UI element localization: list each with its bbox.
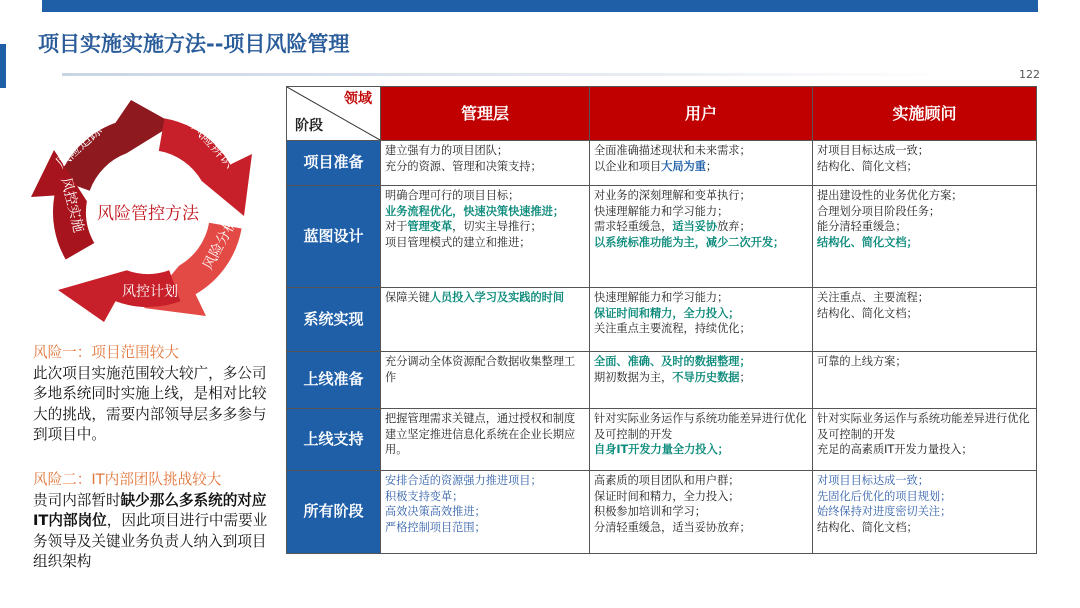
column-header-user: 用户 (590, 87, 813, 141)
table-row (287, 186, 1037, 288)
cell-line: 快速理解能力和学习能力； (594, 204, 729, 218)
cell-line: 积极支持变革； (385, 489, 464, 503)
table-row (287, 288, 1037, 352)
risk-two-text (33, 491, 278, 573)
cell-line: 充足的高素质IT开发力量投入； (817, 443, 973, 456)
cycle-label-control-plan: 风控计划 (122, 284, 178, 300)
stage-label: 上线支持 (287, 409, 381, 471)
stage-label: 所有阶段 (287, 471, 381, 554)
cell-line: 对项目目标达成一致； (817, 144, 929, 157)
stage-label: 上线准备 (287, 352, 381, 409)
cycle-label-risk-identify: 风险辨识 (188, 119, 238, 172)
cell-line: 充分的资源、管理和决策支持； (385, 159, 542, 173)
cell-highlight: 以系统标准功能为主，减少二次开发； (594, 235, 785, 249)
cell-highlight: 自身IT开发力量全力投入； (594, 443, 729, 456)
cell-line: 把握管理需求关键点，通过授权和制度建立坚定推进信息化系统在企业长期应用。 (385, 412, 576, 456)
cell-line (594, 219, 808, 235)
cell-text: ； (705, 159, 718, 173)
cell-consultant (813, 409, 1037, 471)
title-divider (62, 73, 958, 76)
risk-one (33, 343, 278, 446)
cell-line: 全面准确描述现状和未来需求； (594, 144, 751, 157)
cell-line (594, 159, 808, 175)
cell-line (385, 290, 585, 306)
cell-consultant (813, 471, 1037, 554)
cell-line: 始终保持对进度密切关注； (817, 505, 952, 518)
cell-line: 快速理解能力和学习能力； (594, 291, 729, 304)
risk-management-table (286, 86, 1037, 554)
cell-management (381, 471, 590, 554)
cycle-center-label: 风险管控方法 (97, 204, 199, 224)
cell-highlight: 管理变革 (407, 220, 453, 233)
cell-line: 先固化后优化的项目规划； (817, 489, 952, 503)
cell-line: 安排合适的资源强力推进项目； (385, 474, 542, 487)
cell-line: 结构化、简化文档； (817, 159, 918, 173)
cell-highlight: 人员投入学习及实践的时间 (429, 291, 565, 304)
risk-two-text-pre: 贵司内部暂时 (33, 491, 121, 509)
risk-two-text-post: ，因此项目进行中需要业务领导及关键业务负责人纳入到项目组织架构 (33, 512, 268, 570)
risk-two (33, 470, 278, 573)
cell-line: 项目管理模式的建立和推进； (385, 235, 531, 249)
cell-line: 充分调动全体资源配合数据收集整理工作 (385, 355, 576, 384)
risk-cycle-diagram (28, 86, 268, 334)
cell-line: 针对实际业务运作与系统功能差异进行优化及可控制的开发 (594, 412, 807, 441)
cell-line: 明确合理可行的项目目标； (385, 189, 520, 202)
table-row (287, 352, 1037, 409)
cell-text: 放弃； (717, 220, 751, 233)
cell-line: 结构化、简化文档； (817, 306, 918, 320)
column-header-management: 管理层 (381, 87, 590, 141)
cell-user (590, 471, 813, 554)
table-row (287, 471, 1037, 554)
table-header-row (287, 87, 1037, 141)
cell-user (590, 409, 813, 471)
cell-highlight: 全面、准确、及时的数据整理； (594, 355, 751, 368)
cell-management (381, 186, 590, 288)
cell-consultant (813, 288, 1037, 352)
cell-consultant (813, 141, 1037, 186)
cell-line: 保证时间和精力，全力投入； (594, 489, 740, 503)
cell-highlight: 大局为重 (661, 159, 706, 173)
cell-line: 合理划分项目阶段任务； (817, 204, 941, 218)
cell-line: 可靠的上线方案； (817, 355, 907, 368)
stage-label: 项目准备 (287, 141, 381, 186)
risk-two-text-bold: 缺少那么多系统的对应IT内部岗位 (33, 491, 267, 529)
corner-label-stage: 阶段 (295, 117, 323, 134)
cell-text: 以企业和项目 (594, 159, 662, 173)
cell-line: 关注重点主要流程，持续优化； (594, 322, 751, 335)
cell-line: 高效决策高效推进； (385, 505, 486, 518)
cell-line: 积极参加培训和学习； (594, 505, 706, 518)
column-header-consultant: 实施顾问 (813, 87, 1037, 141)
stage-label: 蓝图设计 (287, 186, 381, 288)
cycle-label-control-implement: 风控实施 (57, 175, 87, 235)
cell-management (381, 409, 590, 471)
cell-line (385, 219, 585, 235)
cell-line: 高素质的项目团队和用户群； (594, 474, 740, 487)
cell-user (590, 186, 813, 288)
risk-one-title: 风险一：项目范围较大 (33, 344, 179, 361)
table-row (287, 409, 1037, 471)
cell-line: 分清轻重缓急，适当妥协放弃； (594, 520, 751, 534)
risk-one-text: 此次项目实施范围较大较广，多公司多地系统同时实施上线，是相对比较大的挑战，需要内部领导层多多参与到项目中。 (33, 364, 267, 443)
cell-management (381, 352, 590, 409)
cell-line: 结构化、简化文档； (817, 520, 918, 534)
page-number: 122 (1019, 68, 1040, 81)
left-accent-bar (0, 44, 6, 88)
cell-line: 能分清轻重缓急； (817, 220, 907, 233)
cell-line: 提出建设性的业务优化方案； (817, 189, 963, 202)
cell-text: ； (739, 370, 751, 384)
cell-line: 针对实际业务运作与系统功能差异进行优化及可控制的开发 (817, 412, 1030, 441)
cycle-label-risk-analysis: 风险分析 (200, 215, 241, 273)
table-corner-cell (287, 87, 381, 141)
cell-highlight: 业务流程优化，快速决策快速推进； (385, 204, 565, 218)
cell-line: 严格控制项目范围； (385, 520, 486, 534)
cell-management (381, 288, 590, 352)
cell-user (590, 288, 813, 352)
cell-line: 建立强有力的项目团队； (385, 144, 509, 157)
page-title: 项目实施实施方法--项目风险管理 (38, 32, 350, 56)
cell-line: 关注重点、主要流程； (817, 291, 929, 304)
cell-text: 对于 (385, 220, 408, 233)
cell-management (381, 141, 590, 186)
cell-text: 需求轻重缓急， (594, 220, 673, 233)
cell-highlight: 不导历史数据 (672, 370, 740, 384)
stage-label: 系统实现 (287, 288, 381, 352)
cell-consultant (813, 352, 1037, 409)
cell-consultant (813, 186, 1037, 288)
cell-user (590, 141, 813, 186)
cell-text: 期初数据为主， (594, 370, 673, 384)
cell-highlight: 结构化、简化文档； (817, 235, 918, 249)
cell-line: 对业务的深刻理解和变革执行； (594, 189, 751, 202)
risk-two-title: 风险二：IT内部团队挑战较大 (33, 471, 222, 488)
table-row (287, 141, 1037, 186)
cell-line: 对项目目标达成一致； (817, 474, 929, 487)
cell-highlight: 适当妥协 (672, 220, 718, 233)
corner-label-domain: 领域 (344, 91, 372, 107)
cell-user (590, 352, 813, 409)
cell-line (594, 370, 808, 386)
cell-highlight: 保证时间和精力，全力投入； (594, 306, 740, 320)
cycle-label-risk-tracking: 风险追踪 (53, 122, 106, 172)
cell-text: 保障关键 (385, 291, 430, 304)
cell-text: ，切实主导推行； (452, 220, 542, 233)
top-accent-bar (42, 0, 1038, 12)
